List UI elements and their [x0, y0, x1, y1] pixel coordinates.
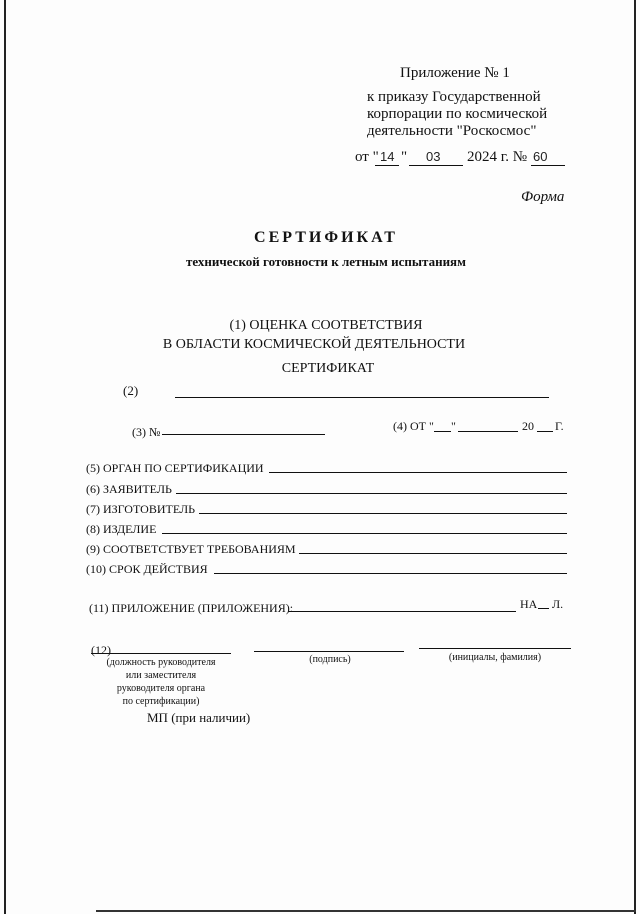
order-date-prefix: от ": [355, 149, 379, 165]
order-line-3: деятельности "Роскосмос": [367, 123, 537, 139]
field-2-line[interactable]: [175, 397, 549, 398]
field-4-g: Г.: [555, 419, 564, 433]
field-6-line[interactable]: [176, 493, 567, 494]
scan-edge-left: [4, 0, 6, 914]
field-10-line[interactable]: [214, 573, 567, 574]
document-subtitle: технической готовности к летным испытаниям: [186, 254, 466, 269]
field-4-year: 20: [522, 419, 534, 433]
field-11-line[interactable]: [288, 611, 516, 612]
field-5-line[interactable]: [269, 472, 567, 473]
field-4-quote: ": [451, 419, 456, 433]
order-month-underline: [409, 165, 463, 166]
document-title: СЕРТИФИКАТ: [254, 229, 398, 246]
scan-edge-bottom: [96, 910, 636, 912]
field-6-label: (6) ЗАЯВИТЕЛЬ: [86, 482, 172, 496]
field-10-label: (10) СРОК ДЕЙСТВИЯ: [86, 562, 208, 576]
field-7-line[interactable]: [199, 513, 567, 514]
position-line[interactable]: [91, 653, 231, 654]
certificate-label: СЕРТИФИКАТ: [281, 361, 375, 376]
order-number-underline: [531, 165, 565, 166]
field-4-day-line[interactable]: [434, 431, 451, 432]
field-4-prefix: (4) ОТ ": [393, 419, 434, 433]
order-day-underline: [375, 165, 399, 166]
field-3-label: (3) №: [132, 425, 161, 439]
field-9-label: (9) СООТВЕТСТВУЕТ ТРЕБОВАНИЯМ: [86, 542, 296, 556]
position-caption-4: по сертификации): [122, 696, 200, 707]
conformity-line-1: (1) ОЦЕНКА СООТВЕТСТВИЯ: [229, 318, 423, 333]
field-12-label: (12): [91, 643, 111, 657]
signature-line[interactable]: [254, 651, 404, 652]
order-number: 60: [533, 149, 548, 164]
position-caption-3: руководителя органа: [116, 683, 206, 694]
position-caption-1: (должность руководителя: [106, 657, 216, 668]
field-5-label: (5) ОРГАН ПО СЕРТИФИКАЦИИ: [86, 461, 264, 475]
order-date-day: 14: [380, 149, 395, 164]
field-8-label: (8) ИЗДЕЛИЕ: [86, 522, 157, 536]
position-caption-2: или заместителя: [125, 670, 197, 681]
field-2-label: (2): [123, 383, 139, 398]
field-11-na: НА: [520, 597, 538, 611]
order-line-2: корпорации по космической: [367, 106, 548, 122]
field-11-l: Л.: [552, 597, 564, 611]
field-7-label: (7) ИЗГОТОВИТЕЛЬ: [86, 502, 196, 516]
signature-caption: (подпись): [309, 654, 351, 665]
field-4-year-line[interactable]: [537, 431, 553, 432]
field-9-line[interactable]: [299, 553, 567, 554]
field-8-line[interactable]: [162, 533, 567, 534]
field-11-count-line[interactable]: [538, 608, 549, 609]
appendix-title: Приложение № 1: [400, 65, 510, 81]
scan-edge-right: [634, 0, 636, 914]
field-11-label: (11) ПРИЛОЖЕНИЕ (ПРИЛОЖЕНИЯ):: [89, 601, 294, 615]
order-year: 2024 г. №: [467, 149, 528, 165]
initials-caption: (инициалы, фамилия): [448, 652, 542, 663]
stamp-label: МП (при наличии): [147, 710, 251, 725]
form-label: Форма: [521, 189, 565, 205]
field-3-line[interactable]: [162, 434, 325, 435]
order-date-quote: ": [401, 149, 408, 165]
field-4-month-line[interactable]: [458, 431, 518, 432]
order-line-1: к приказу Государственной: [367, 89, 541, 105]
initials-line[interactable]: [419, 648, 571, 649]
conformity-line-2: В ОБЛАСТИ КОСМИЧЕСКОЙ ДЕЯТЕЛЬНОСТИ: [162, 337, 466, 352]
order-date-month: 03: [426, 149, 441, 164]
